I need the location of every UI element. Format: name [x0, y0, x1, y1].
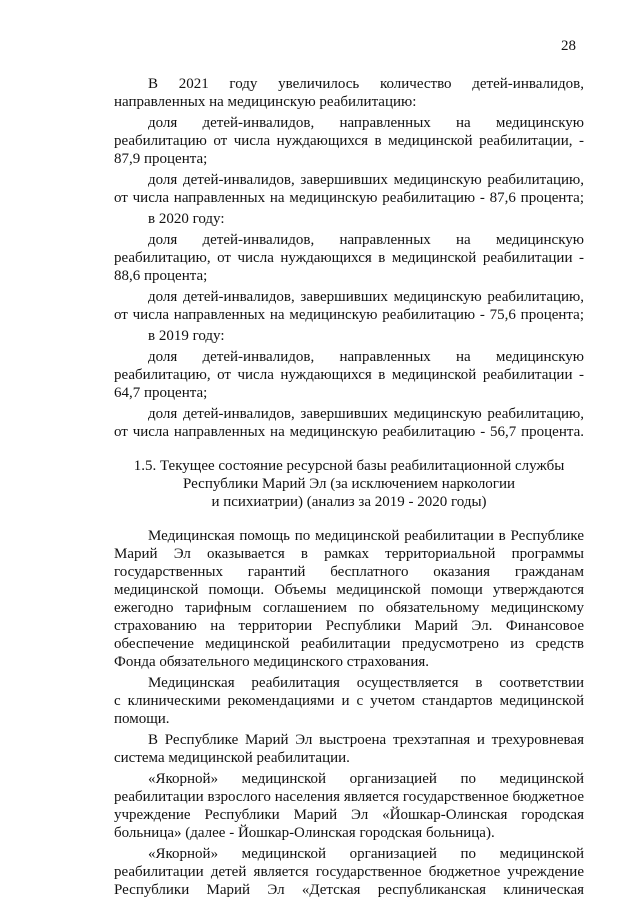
text-line: от числа направленных на медицинскую реабилитацию - 75,6 процента; [114, 307, 584, 323]
section-heading: и психиатрии) (анализ за 2019 - 2020 годы) [211, 494, 487, 510]
text-line: доля детей-инвалидов, завершивших медицинскую реабилитацию, [148, 289, 584, 305]
text-line: больница» (далее - Йошкар-Олинская городская больница). [114, 825, 495, 841]
text-line: доля детей-инвалидов, направленных на медицинскую [148, 115, 584, 131]
text-line: доля детей-инвалидов, направленных на медицинскую [148, 349, 584, 365]
text-line: доля детей-инвалидов, завершивших медицинскую реабилитацию, [148, 406, 584, 422]
section-heading: Республики Марий Эл (за исключением наркологии [182, 476, 516, 492]
text-line: «Якорной» медицинской организацией по медицинской [148, 846, 584, 862]
text-line: система медицинской реабилитации. [114, 750, 350, 766]
text-line: Медицинская реабилитация осуществляется в соответствии [148, 675, 584, 691]
text-line: направленных на медицинскую реабилитацию: [114, 94, 417, 110]
text-line: медицинской помощи. Объемы медицинской помощи утверждаются [114, 582, 584, 598]
text-line: Медицинская помощь по медицинской реабилитации в Республике [148, 528, 584, 544]
page-number: 28 [561, 38, 576, 54]
text-line: реабилитацию, от числа нуждающихся в медицинской реабилитации - [114, 367, 584, 383]
text-line: доля детей-инвалидов, направленных на медицинскую [148, 232, 584, 248]
text-line: реабилитации взрослого населения является государственное бюджетное [114, 789, 584, 805]
text-line: реабилитацию от числа нуждающихся в медицинской реабилитации, - [114, 133, 584, 149]
text-line: 88,6 процента; [114, 268, 208, 284]
text-line: помощи. [114, 711, 170, 727]
text-line: 64,7 процента; [114, 385, 208, 401]
text-line: страхованию на территории Республики Марий Эл. Финансовое [114, 618, 584, 634]
text-line: В Республике Марий Эл выстроена трехэтапная и трехуровневая [148, 732, 584, 748]
text-line: реабилитацию, от числа нуждающихся в медицинской реабилитации - [114, 250, 584, 266]
text-line: «Якорной» медицинской организацией по медицинской [148, 771, 584, 787]
text-line: реабилитации детей является государственное бюджетное учреждение [114, 864, 584, 880]
text-line: Фонда обязательного медицинского страхования. [114, 654, 429, 670]
text-line: 87,9 процента; [114, 151, 208, 167]
text-line: в 2020 году: [148, 211, 225, 227]
text-line: доля детей-инвалидов, завершивших медицинскую реабилитацию, [148, 172, 584, 188]
text-line: Республики Марий Эл «Детская республиканская клиническая [114, 882, 584, 898]
text-line: от числа направленных на медицинскую реабилитацию - 87,6 процента; [114, 190, 584, 206]
text-line: ежегодно тарифным соглашением по обязательному медицинскому [114, 600, 584, 616]
text-line: обеспечение медицинской реабилитации предусмотрено из средств [114, 636, 584, 652]
text-line: от числа направленных на медицинскую реабилитацию - 56,7 процента. [114, 424, 584, 440]
text-line: в 2019 году: [148, 328, 225, 344]
section-heading: 1.5. Текущее состояние ресурсной базы реабилитационной службы [133, 458, 565, 474]
text-line: с клиническими рекомендациями и с учетом стандартов медицинской [114, 693, 584, 709]
text-line: Марий Эл оказывается в рамках территориальной программы [114, 546, 584, 562]
text-line: В 2021 году увеличилось количество детей-инвалидов, [148, 76, 584, 92]
text-line: учреждение Республики Марий Эл «Йошкар-Олинская городская [114, 807, 584, 823]
text-line: государственных гарантий бесплатного оказания гражданам [114, 564, 584, 580]
